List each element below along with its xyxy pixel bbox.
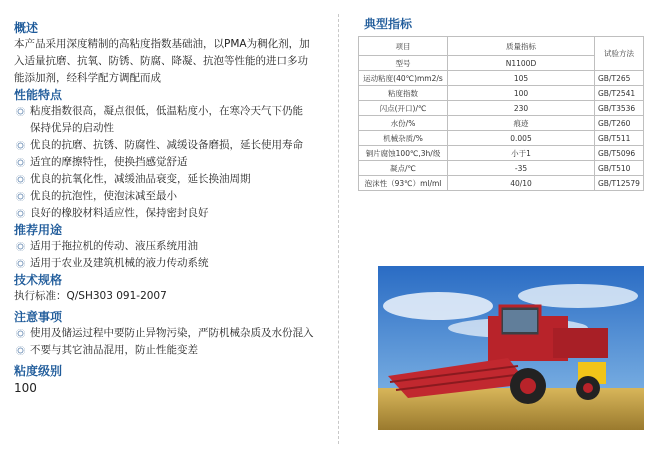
note-text: 使用及储运过程中要防止异物污染，严防机械杂质及水份混入 — [30, 327, 314, 339]
note-item — [14, 325, 314, 342]
overview-heading: 概述 — [14, 21, 39, 35]
notes-heading: 注意事项 — [14, 310, 63, 324]
feature-text: 优良的抗泡性，使泡沫减至最小 — [30, 190, 177, 202]
row-method: GB/T260 — [595, 116, 644, 131]
row-method: GB/T511 — [595, 131, 644, 146]
row-item: 铜片腐蚀100℃,3h/级 — [359, 146, 448, 161]
row-item: 运动粘度(40℃)mm2/s — [359, 71, 448, 86]
row-value: 105 — [448, 71, 595, 86]
overview-line-3: 能添加剂，经科学配方调配而成 — [14, 72, 161, 84]
table-row — [359, 71, 644, 86]
row-method: GB/T5096 — [595, 146, 644, 161]
row-method: GB/T2541 — [595, 86, 644, 101]
bullet-icon — [16, 346, 25, 355]
grade-value: 100 — [14, 381, 37, 395]
bullet-icon — [16, 141, 25, 150]
row-value: N1100D — [448, 56, 595, 71]
row-item: 凝点/℃ — [359, 161, 448, 176]
note-text: 不要与其它油品混用，防止性能变差 — [30, 344, 198, 356]
header-index: 质量指标 — [448, 37, 595, 56]
cloud — [518, 284, 638, 308]
harvester-photo — [378, 266, 644, 430]
feature-item — [14, 154, 314, 171]
application-text: 适用于农业及建筑机械的液力传动系统 — [30, 257, 209, 269]
note-item — [14, 342, 314, 359]
typical-heading: 典型指标 — [364, 17, 413, 31]
table-row — [359, 146, 644, 161]
row-item: 水份/% — [359, 116, 448, 131]
row-method: GB/T3536 — [595, 101, 644, 116]
row-method: GB/T510 — [595, 161, 644, 176]
header-item: 项目 — [359, 37, 448, 56]
header-method: 试验方法 — [595, 37, 644, 71]
row-value: 230 — [448, 101, 595, 116]
bullet-icon — [16, 107, 25, 116]
feature-item — [14, 188, 314, 205]
spec-heading: 技术规格 — [14, 273, 63, 287]
applications-heading: 推荐用途 — [14, 223, 63, 237]
table-row — [359, 176, 644, 191]
row-item: 粘度指数 — [359, 86, 448, 101]
row-method: GB/T12579 — [595, 176, 644, 191]
table-row — [359, 161, 644, 176]
combine-harvester-image — [378, 266, 644, 430]
feature-item — [14, 103, 314, 120]
feature-text: 保持优异的启动性 — [30, 122, 114, 134]
feature-item-continued — [14, 120, 314, 137]
typical-table — [358, 36, 644, 191]
row-item: 闪点(开口)/℃ — [359, 101, 448, 116]
table-row — [359, 86, 644, 101]
features-heading: 性能特点 — [14, 88, 63, 102]
row-value: -35 — [448, 161, 595, 176]
feature-text: 适宜的摩擦特性，使换挡感觉舒适 — [30, 156, 188, 168]
left-column — [14, 20, 314, 397]
bullet-icon — [16, 259, 25, 268]
application-item — [14, 238, 314, 255]
table-row — [359, 101, 644, 116]
bullet-icon — [16, 329, 25, 338]
bullet-icon — [16, 192, 25, 201]
column-divider — [338, 14, 339, 444]
application-item — [14, 255, 314, 272]
grade-heading: 粘度级别 — [14, 364, 63, 378]
bullet-icon — [16, 242, 25, 251]
table-header-row — [359, 37, 644, 56]
application-text: 适用于拖拉机的传动、液压系统用油 — [30, 240, 198, 252]
feature-text: 优良的抗氧化性，减缓油品衰变，延长换油周期 — [30, 173, 251, 185]
cloud — [383, 292, 493, 320]
table-row — [359, 131, 644, 146]
feature-item — [14, 205, 314, 222]
row-item: 机械杂质/% — [359, 131, 448, 146]
row-item: 型号 — [359, 56, 448, 71]
feature-item — [14, 171, 314, 188]
overview-line-2: 入适量抗磨、抗氧、防锈、防腐、降凝、抗泡等性能的进口多功 — [14, 55, 308, 67]
row-value: 100 — [448, 86, 595, 101]
row-value: 小于1 — [448, 146, 595, 161]
spec-standard: 执行标准：Q/SH303 091-2007 — [14, 290, 167, 302]
right-column — [358, 16, 650, 191]
bullet-icon — [16, 175, 25, 184]
feature-item — [14, 137, 314, 154]
row-value: 痕迹 — [448, 116, 595, 131]
feature-text: 良好的橡胶材料适应性，保持密封良好 — [30, 207, 209, 219]
row-value: 40/10 — [448, 176, 595, 191]
overview-line-1: 本产品采用深度精制的高粘度指数基础油，以PMA为稠化剂，加 — [14, 38, 310, 50]
row-value: 0.005 — [448, 131, 595, 146]
table-row — [359, 116, 644, 131]
row-method: GB/T265 — [595, 71, 644, 86]
feature-text: 优良的抗磨、抗锈、防腐性、减缓设备磨损，延长使用寿命 — [30, 139, 303, 151]
bullet-icon — [16, 209, 25, 218]
feature-text: 粘度指数很高，凝点很低，低温粘度小，在寒冷天气下仍能 — [30, 105, 303, 117]
bullet-icon — [16, 158, 25, 167]
row-item: 泡沫性（93℃）ml/ml — [359, 176, 448, 191]
